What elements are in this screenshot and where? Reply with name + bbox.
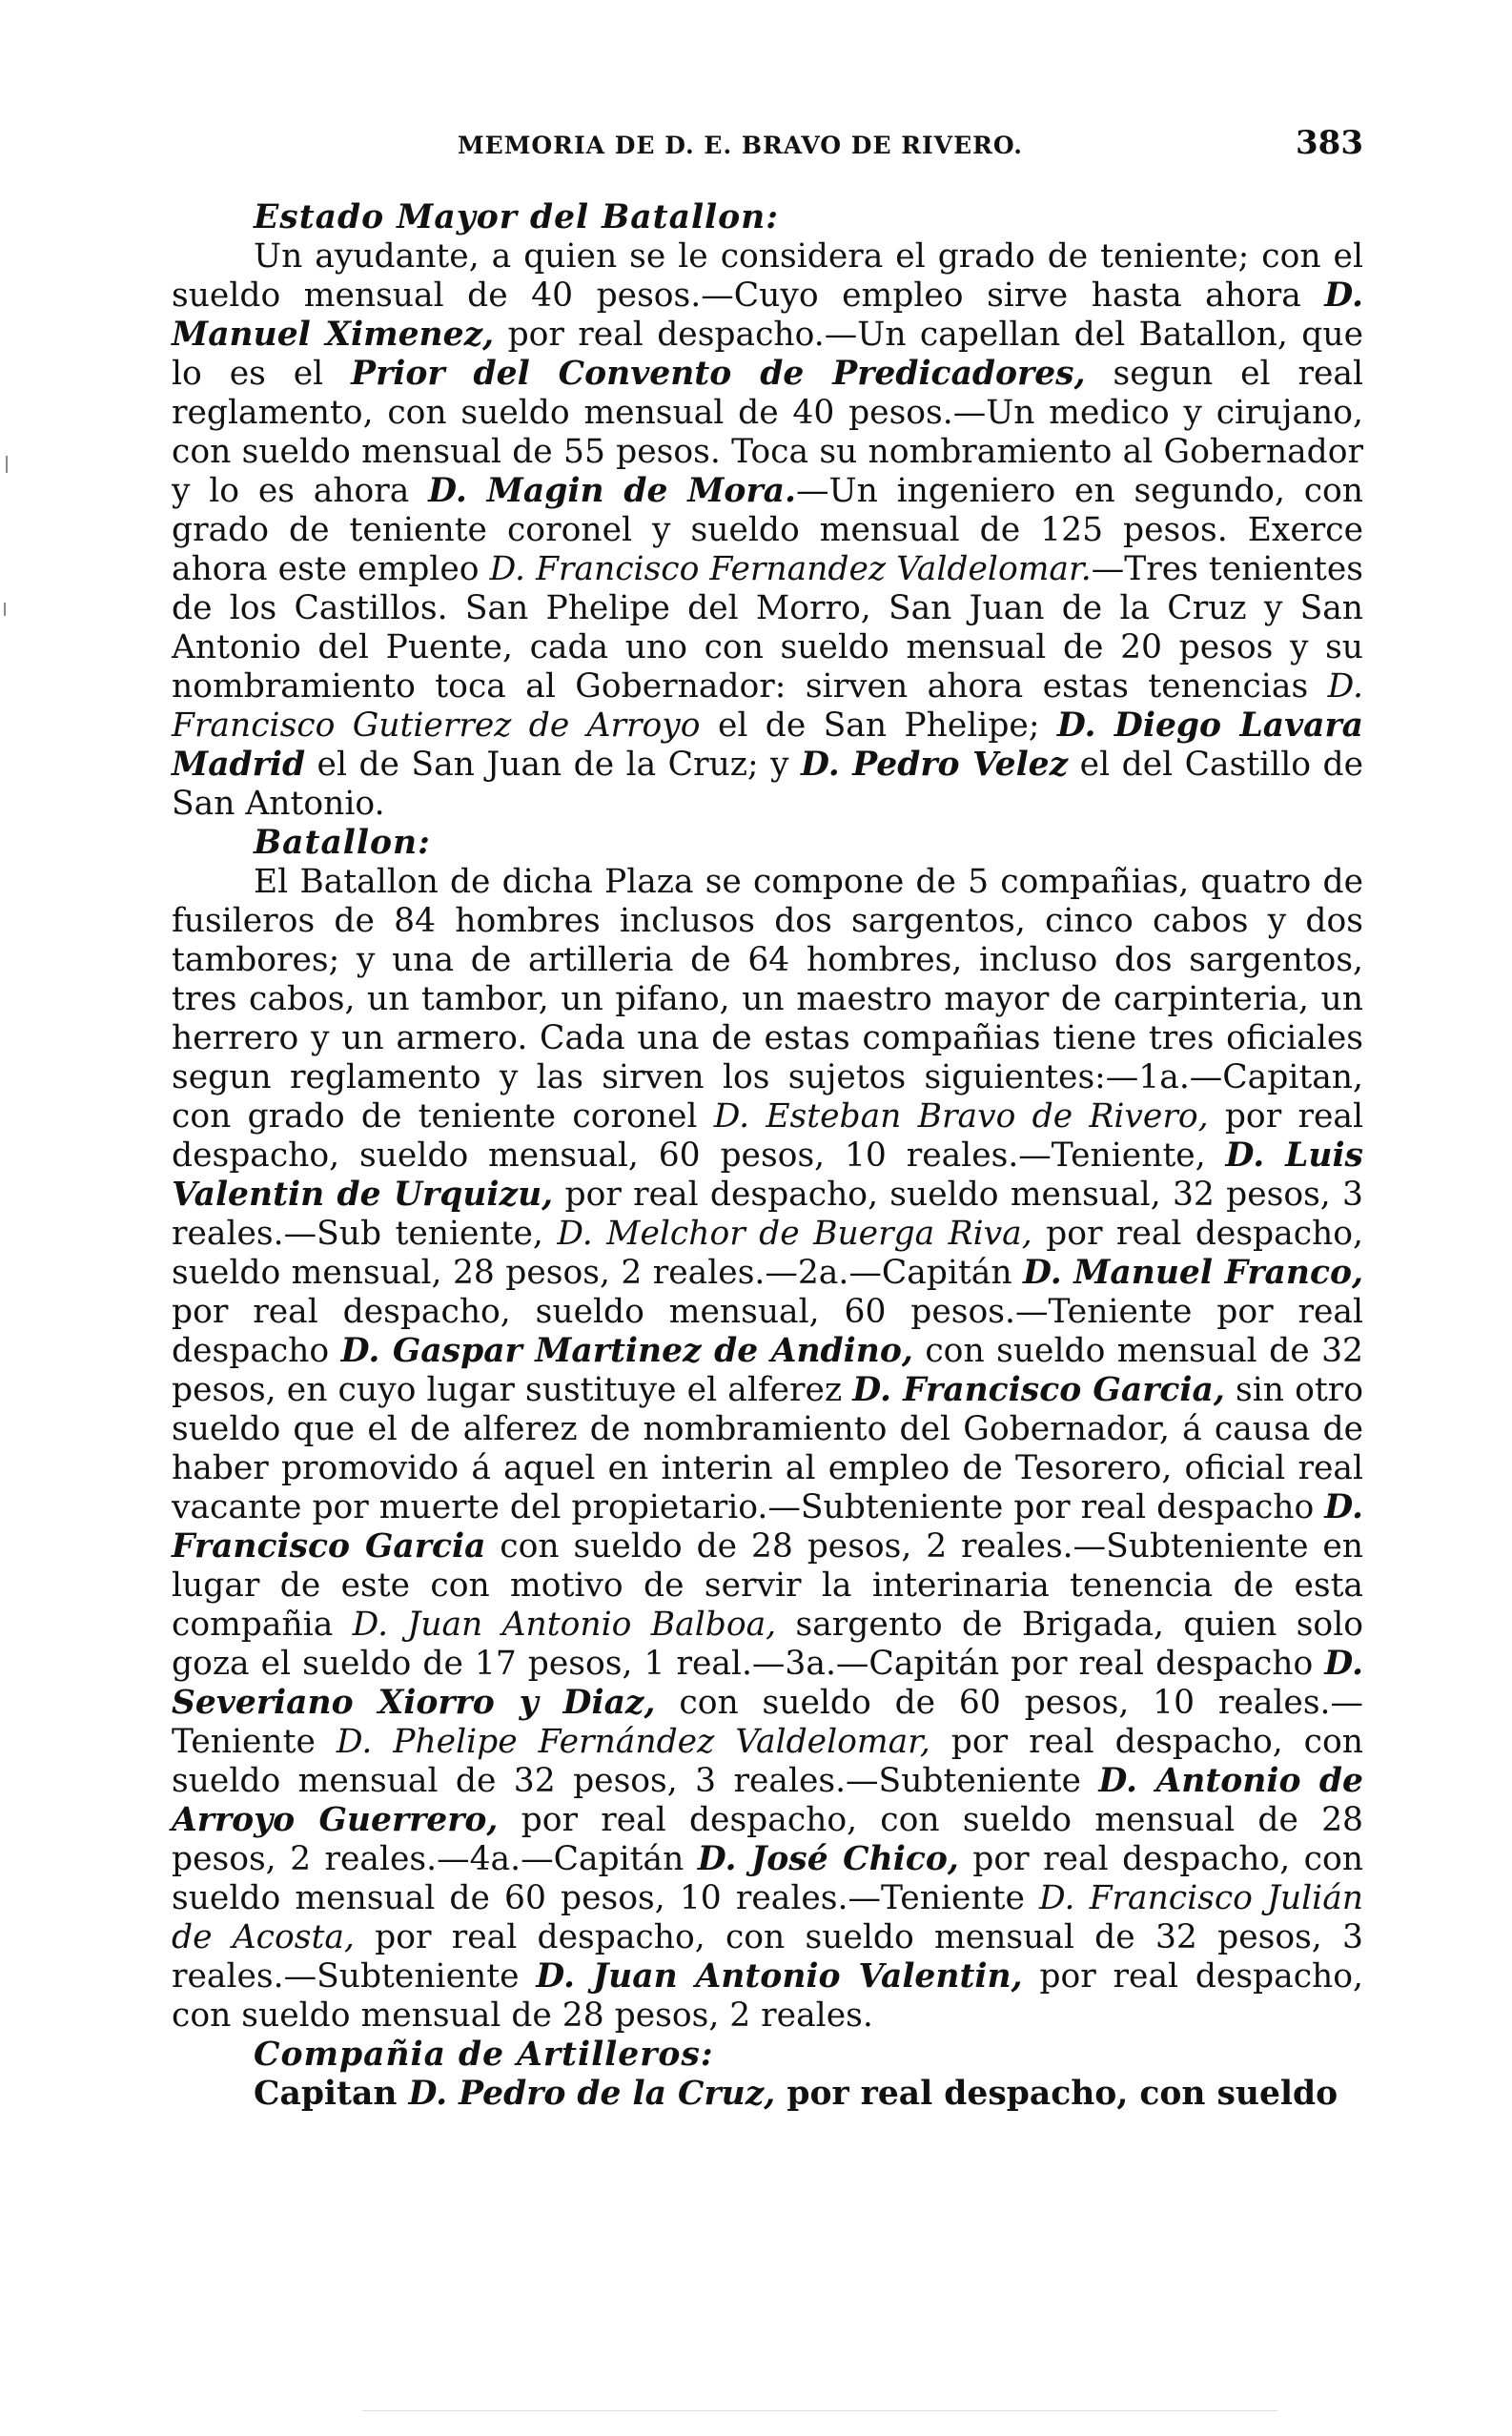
- text-run: con sueldo de 60 pesos, 10 reales.—Teniente: [172, 1684, 1364, 1761]
- section-batallon: [172, 824, 1363, 2036]
- person-name: D. Pedro de la Cruz,: [408, 2075, 776, 2113]
- text-run: por real despacho, sueldo mensual, 32 pesos, 3 reales.—Sub teniente,: [172, 1176, 1363, 1253]
- scan-bottom-rule: [362, 2410, 1277, 2411]
- text-run: el del Castillo de San Antonio.: [172, 746, 1363, 823]
- person-name: D. Francisco Garcia,: [852, 1371, 1225, 1409]
- text-run: con sueldo mensual de 32 pesos, en cuyo lugar sustituye el alferez: [172, 1332, 1363, 1409]
- text-run: Un ayudante, a quien se le considera el grado de teniente; con el sueldo mensual de 40 pesos.—Cuyo empleo sirve hasta ahora: [172, 237, 1363, 315]
- person-name: D. Magin de Mora.: [428, 472, 796, 510]
- text-run: por real despacho, con sueldo mensual de 60 pesos, 10 reales.—Teniente: [172, 1840, 1363, 1917]
- text-run: por real despacho, con sueldo: [775, 2075, 1338, 2113]
- person-name: D. Manuel Franco,: [1023, 1254, 1363, 1292]
- text-run: sin otro sueldo que el de alferez de nombramiento del Gobernador, á causa de haber promovido á aquel en interin al empleo de Tesorero, oficial real vacante por muerte del propietario.—Subteniente por real despacho: [172, 1371, 1363, 1526]
- text-run: El Batallon de dicha Plaza se compone de 5 compañias, quatro de fusileros de 84 hombres inclusos dos sargentos, cinco cabos y dos tambores; y una de artilleria de 64 hombres, incluso dos sargentos, tres cabos, un tambor, un pifano, un maestro mayor de carpinteria, un herrero y un armero. Cada una de estas compañias tiene tres oficiales segun reglamento y las sirven los sujetos siguientes:—1a.—Capitan, con grado de teniente coronel: [172, 863, 1363, 1136]
- section-heading-batallon: Batallon:: [254, 824, 431, 862]
- text-run: sargento de Brigada, quien solo goza el sueldo de 17 pesos, 1 real.—3a.—Capitán por real despacho: [172, 1606, 1363, 1683]
- person-name: D. Francisco Garcia: [172, 1488, 1363, 1566]
- text-run: el de San Phelipe;: [700, 706, 1057, 745]
- text-run: por real despacho, con sueldo mensual de 32 pesos, 3 reales.—Subteniente: [172, 1723, 1363, 1800]
- paragraph-estado-mayor: [172, 237, 1363, 824]
- body-text: [172, 198, 1363, 2114]
- person-name: D. Gaspar Martinez de Andino,: [340, 1332, 913, 1370]
- text-run: —Tres tenientes de los Castillos. San Phelipe del Morro, San Juan de la Cruz y San Antonio del Puente, cada uno con sueldo mensual de 20 pesos y su nombramiento toca al Gobernador: sirven ahora estas tenencias: [172, 550, 1363, 706]
- text-run: por real despacho, con sueldo mensual de 28 pesos, 2 reales.—4a.—Capitán: [172, 1801, 1363, 1878]
- section-estado-mayor: [172, 198, 1363, 824]
- text-run: por real despacho, sueldo mensual, 28 pesos, 2 reales.—2a.—Capitán: [172, 1215, 1363, 1292]
- paragraph-artilleros: [172, 2075, 1363, 2114]
- person-name: D. Melchor de Buerga Riva,: [557, 1215, 1032, 1253]
- text-run: por real despacho, con sueldo mensual de 32 pesos, 3 reales.—Subteniente: [172, 1918, 1363, 1996]
- person-name: D. Severiano Xiorro y Diaz,: [172, 1645, 1363, 1722]
- person-name: D. Francisco Julián de Acosta,: [172, 1879, 1363, 1956]
- person-name: D. Francisco Fernandez Valdelomar.: [489, 550, 1092, 588]
- paragraph-batallon: [172, 863, 1363, 2036]
- person-name: D. Diego Lavara Madrid: [172, 706, 1363, 784]
- scan-edge-mark: [6, 456, 8, 473]
- person-name: D. Juan Antonio Valentin,: [536, 1957, 1023, 1996]
- person-name: D. Juan Antonio Balboa,: [352, 1606, 777, 1644]
- text-run: —Un ingeniero en segundo, con grado de teniente coronel y sueldo mensual de 125 pesos. Exerce ahora este empleo: [172, 472, 1364, 588]
- scan-edge-mark: [4, 603, 6, 616]
- text-run: por real despacho, con sueldo mensual de 28 pesos, 2 reales.: [172, 1957, 1363, 2035]
- text-run: por real despacho, sueldo mensual, 60 pesos, 10 reales.—Teniente,: [172, 1097, 1363, 1175]
- person-name: D. José Chico,: [697, 1840, 959, 1878]
- section-artilleros: [172, 2036, 1363, 2114]
- section-heading-artilleros: Compañia de Artilleros:: [254, 2036, 714, 2074]
- person-name: D. Pedro Velez: [801, 746, 1069, 784]
- person-name: D. Francisco Gutierrez de Arroyo: [172, 667, 1363, 745]
- running-head: [172, 124, 1363, 172]
- section-heading-estado-mayor: Estado Mayor del Batallon:: [254, 198, 779, 236]
- person-name: D. Manuel Ximenez,: [172, 276, 1363, 354]
- person-name: Prior del Convento de Predicadores,: [351, 355, 1086, 393]
- text-run: por real despacho, sueldo mensual, 60 pesos.—Teniente por real despacho: [172, 1293, 1363, 1370]
- person-name: D. Antonio de Arroyo Guerrero,: [172, 1762, 1363, 1839]
- text-run: con sueldo de 28 pesos, 2 reales.—Subteniente en lugar de este con motivo de servir la interinaria tenencia de esta compañia: [172, 1527, 1364, 1644]
- text-run: segun el real reglamento, con sueldo mensual de 40 pesos.—Un medico y cirujano, con sueldo mensual de 55 pesos. Toca su nombramiento al Gobernador y lo es ahora: [172, 355, 1363, 510]
- text-run: el de San Juan de la Cruz; y: [305, 746, 802, 784]
- person-name: D. Phelipe Fernández Valdelomar,: [336, 1723, 930, 1761]
- page-number: 383: [1296, 124, 1363, 162]
- person-name: D. Luis Valentin de Urquizu,: [172, 1136, 1363, 1214]
- running-title: MEMORIA DE D. E. BRAVO DE RIVERO.: [458, 132, 1023, 159]
- text-run: por real despacho.—Un capellan del Batallon, que lo es el: [172, 316, 1363, 393]
- text-run: Capitan: [254, 2075, 409, 2113]
- person-name: D. Esteban Bravo de Rivero,: [713, 1097, 1209, 1136]
